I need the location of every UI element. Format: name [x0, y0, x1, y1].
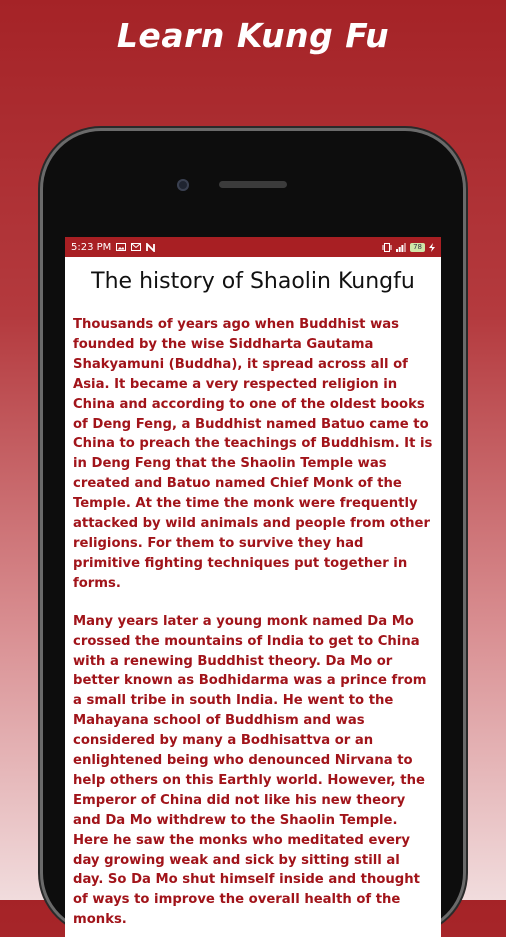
vibrate-icon [382, 243, 392, 252]
gallery-icon [116, 243, 126, 251]
mail-icon [131, 243, 141, 251]
phone-frame [43, 131, 463, 931]
status-bar [65, 237, 441, 257]
promo-title: Learn Kung Fu [116, 16, 390, 55]
phone-screen [65, 237, 441, 937]
n-icon [146, 243, 155, 252]
charging-icon [429, 243, 435, 252]
article-title: The history of Shaolin Kungfu [91, 269, 415, 294]
battery-icon: 78 [410, 243, 425, 252]
article-paragraph: Thousands of years ago when Buddhist was founded by the wise Siddharta Gautama Shakyamuni (Buddha), it spread across all of Asia. It became a very respected religion in China and according to one of the oldest books of Deng Feng, a Buddhist named Batuo came to China to preach the teachings of Buddhism. It is in Deng Feng that the Shaolin Temple was created and Batuo named Chief Monk of the Temple. At the time the monk were frequently attacked by wild animals and people from other religions. For them to survive they had primitive fighting techniques put together in forms. [73, 317, 433, 591]
signal-icon [396, 243, 406, 252]
article [65, 269, 441, 930]
status-time: 5:23 PM [71, 241, 112, 253]
earpiece-speaker [219, 181, 287, 188]
article-paragraph: Many years later a young monk named Da Mo crossed the mountains of India to get to China with a renewing Buddhist theory. Da Mo or better known as Bodhidarma was a prince from a small tribe in south India. He went to the Mahayana school of Buddhism and was considered by many a Bodhisattva or an enlightened being who denounced Nirvana to help others on this Earthly world. However, the Emperor of China did not like his new theory and Da Mo withdrew to the Shaolin Temple. Here he saw the monks who meditated every day growing weak and sick by sitting still al day. So Da Mo shut himself inside and thought of ways to improve the overall health of the monks. [73, 613, 427, 928]
front-camera [177, 179, 189, 191]
